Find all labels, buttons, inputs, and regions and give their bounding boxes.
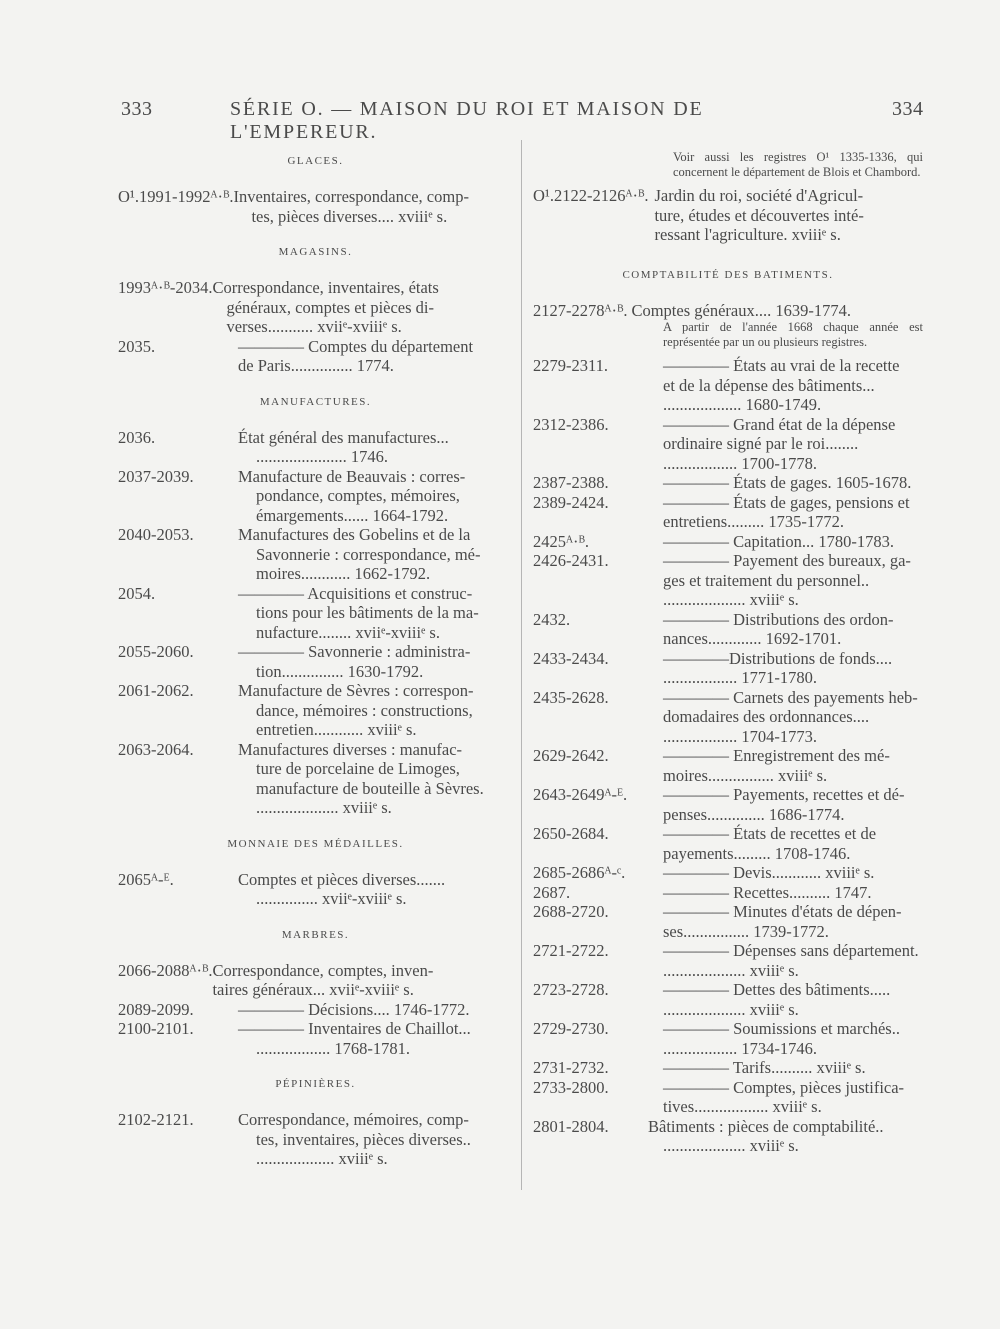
section-heading-manufactures: MANUFACTURES. — [259, 395, 372, 408]
list-item — [533, 473, 923, 493]
entry-text — [663, 356, 923, 415]
list-item — [118, 1000, 513, 1020]
entry-number: 2279-2311. — [533, 356, 609, 375]
entry-text — [238, 467, 513, 526]
entry-line: ———— États au vrai de la recette — [663, 356, 900, 375]
list-item — [118, 187, 513, 226]
entry-line: .................... xviiiᵉ s. — [663, 590, 799, 609]
left-column — [118, 150, 513, 1169]
entry-text — [238, 428, 513, 467]
entry-line: ———— Distributions des ordon- — [663, 609, 894, 629]
entry-line: ———— Acquisitions et construc- — [238, 583, 473, 603]
entry-line: Correspondance, comptes, inven- — [212, 960, 434, 980]
entry-text — [663, 1078, 923, 1117]
entry-line: ———— Carnets des payements heb- — [663, 687, 918, 707]
entry-line: ture, études et découvertes inté- — [654, 205, 864, 225]
list-item — [533, 1019, 923, 1058]
list-item — [533, 883, 923, 903]
section-heading-glaces: GLACES. — [287, 155, 344, 167]
entry-line: .................. 1734-1746. — [663, 1038, 817, 1058]
entry-line: ———— Dettes des bâtiments..... — [663, 980, 891, 999]
list-item — [118, 870, 513, 909]
entry-number: 2065ᴬ-ᴱ. — [118, 869, 174, 889]
list-item — [533, 941, 923, 980]
entry-text — [648, 1117, 923, 1156]
list-item — [118, 1110, 513, 1169]
section-heading-marbres: MARBRES. — [281, 928, 350, 941]
entry-line: ressant l'agriculture. xviiiᵉ s. — [654, 225, 841, 244]
list-item — [533, 415, 923, 474]
note-text: A partir de l'année 1668 chaque année est représentée par un ou plusieurs registres. — [663, 320, 923, 349]
list-item — [118, 337, 513, 376]
list-item — [118, 1019, 513, 1058]
entry-line: et de la dépense des bâtiments... — [663, 375, 875, 395]
entry-line: tes, inventaires, pièces diverses.. — [256, 1129, 471, 1149]
entry-text — [648, 186, 923, 245]
list-item — [118, 428, 513, 467]
entry-line: entretien............ xviiiᵉ s. — [256, 720, 417, 739]
entry-line: Correspondance, inventaires, états — [212, 278, 439, 297]
entry-text — [663, 415, 923, 474]
entry-line: ———— Soumissions et marchés.. — [663, 1019, 900, 1038]
entry-number: 2731-2732. — [533, 1058, 609, 1077]
entry-number: 2426-2431. — [533, 551, 609, 570]
section-heading-magasins: MAGASINS. — [278, 246, 353, 258]
list-item — [533, 649, 923, 688]
entry-text — [663, 649, 923, 688]
entry-line: émargements...... 1664-1792. — [256, 505, 449, 525]
entry-line: .................. 1771-1780. — [663, 668, 817, 687]
entry-text — [238, 1110, 513, 1169]
entry-line: ................... xviiiᵉ s. — [256, 1149, 388, 1168]
entry-line: dance, mémoires : constructions, — [256, 700, 473, 720]
entry-line: Savonnerie : correspondance, mé- — [256, 544, 481, 564]
entry-number: 2040-2053. — [118, 525, 194, 544]
entry-line: domadaires des ordonnances.... — [663, 707, 870, 726]
list-item — [533, 785, 923, 824]
entry-line: Manufacture de Sèvres : correspon- — [238, 681, 474, 700]
entry-line: moires............ 1662-1792. — [256, 564, 431, 583]
list-item — [533, 746, 923, 785]
entry-line: tion............... 1630-1792. — [256, 661, 424, 681]
list-item — [533, 301, 923, 321]
entry-number: 2054. — [118, 583, 156, 603]
entry-line: ———— Comptes, pièces justifica- — [663, 1077, 905, 1097]
entry-text: ———— Devis............ xviiiᵉ s. — [663, 863, 875, 882]
list-item — [533, 551, 923, 610]
entry-number: 2433-2434. — [533, 648, 609, 668]
entry-number: 2100-2101. — [118, 1019, 194, 1038]
entry-text — [238, 337, 513, 376]
entry-number: 2435-2628. — [533, 687, 609, 707]
entry-line: Correspondance, mémoires, comp- — [238, 1110, 469, 1129]
entry-number: O¹.1991-1992ᴬ·ᴮ. — [118, 187, 234, 206]
entry-line: manufacture de bouteille à Sèvres. — [256, 778, 484, 798]
list-item — [533, 1078, 923, 1117]
list-item — [118, 278, 513, 337]
entry-line: ———— Savonnerie : administra- — [238, 642, 471, 661]
entry-line: .................. 1704-1773. — [663, 726, 817, 746]
entry-line: nances............. 1692-1701. — [663, 629, 842, 648]
entry-text — [663, 610, 923, 649]
page-header — [0, 98, 1000, 143]
list-item — [533, 688, 923, 747]
list-item — [118, 584, 513, 643]
entry-text — [238, 584, 513, 643]
section-heading-comptabilite: COMPTABILITÉ DES BATIMENTS. — [622, 268, 834, 281]
entry-number: 2685-2686ᴬ-ᶜ. — [533, 863, 626, 882]
entry-number: O¹.2122-2126ᴬ·ᴮ. — [533, 186, 649, 205]
entry-line: ................... 1680-1749. — [663, 395, 822, 414]
note-text: Voir aussi les registres O¹ 1335-1336, qui concernent le département de Blois et Chambord. — [673, 150, 923, 179]
section-heading-monnaie: MONNAIE DES MÉDAILLES. — [227, 837, 404, 850]
entry-number: 2729-2730. — [533, 1019, 609, 1038]
entry-number: 2035. — [118, 336, 156, 356]
list-item — [533, 863, 923, 883]
entry-number: 2687. — [533, 882, 571, 902]
entry-text — [238, 642, 513, 681]
list-item — [118, 642, 513, 681]
list-item — [533, 493, 923, 532]
entry-number: 2036. — [118, 427, 156, 447]
entry-line: ture de porcelaine de Limoges, — [256, 759, 460, 778]
entry-number: 2102-2121. — [118, 1110, 194, 1129]
entry-text — [663, 902, 923, 941]
list-item — [533, 1117, 923, 1156]
entry-line: .................... xviiiᵉ s. — [663, 960, 799, 980]
entry-line: .................... xviiiᵉ s. — [256, 798, 392, 817]
entry-text: ———— Recettes.......... 1747. — [663, 882, 872, 902]
entry-number: 2061-2062. — [118, 681, 194, 700]
entry-number: 2801-2804. — [533, 1116, 609, 1136]
entry-text — [212, 278, 513, 337]
entry-text — [663, 785, 923, 824]
entry-line: ———— Comptes du département — [238, 336, 474, 356]
entry-text: ———— Capitation... 1780-1783. — [663, 531, 894, 551]
entry-text — [212, 961, 513, 1000]
entry-number: 2650-2684. — [533, 824, 609, 843]
entry-line: tions pour les bâtiments de la ma- — [256, 603, 479, 622]
entry-line: payements......... 1708-1746. — [663, 843, 851, 863]
entry-line: Inventaires, correspondance, comp- — [233, 187, 469, 206]
entry-line: Bâtiments : pièces de comptabilité.. — [648, 1116, 884, 1136]
entry-line: Comptes et pièces diverses....... — [238, 869, 446, 889]
entry-line: ———— Payements, recettes et dé- — [663, 785, 905, 804]
entry-text — [663, 941, 923, 980]
entry-number: 2063-2064. — [118, 739, 194, 759]
entry-text: Comptes généraux.... 1639-1774. — [631, 300, 851, 320]
entry-line: taires généraux... xviiᵉ-xviiiᵉ s. — [212, 980, 414, 999]
entry-line: Manufactures diverses : manufac- — [238, 739, 463, 759]
entry-line: État général des manufactures... — [238, 427, 449, 447]
entry-text — [663, 746, 923, 785]
entry-line: de Paris............... 1774. — [238, 356, 394, 375]
entry-number: 2688-2720. — [533, 902, 609, 921]
entry-line: ———— Inventaires de Chaillot... — [238, 1019, 471, 1038]
entry-line: entretiens......... 1735-1772. — [663, 512, 845, 531]
list-item — [118, 467, 513, 526]
entry-number: 2387-2388. — [533, 473, 609, 492]
entry-text — [663, 493, 923, 532]
entry-text: ———— États de gages. 1605-1678. — [663, 473, 912, 492]
entry-text — [238, 1019, 513, 1058]
entry-number: 2127-2278ᴬ·ᴮ. — [533, 300, 628, 320]
right-column — [533, 150, 923, 1156]
list-item — [533, 186, 923, 245]
entry-line: .................. 1700-1778. — [663, 453, 817, 473]
entry-text: ———— Tarifs.......... xviiiᵉ s. — [663, 1058, 866, 1077]
entry-number: 2432. — [533, 609, 571, 629]
entry-number: 2723-2728. — [533, 980, 609, 999]
entry-text — [238, 1000, 513, 1020]
entry-line: ............... xviiᵉ-xviiiᵉ s. — [256, 889, 407, 908]
entry-number: 2066-2088ᴬ·ᴮ. — [118, 960, 213, 980]
entry-line: ges et traitement du personnel.. — [663, 570, 870, 590]
entry-text — [238, 525, 513, 584]
list-item — [533, 980, 923, 1019]
entry-number: 2425ᴬ·ᴮ. — [533, 531, 589, 551]
entry-line: ———— Grand état de la dépense — [663, 414, 896, 434]
entry-line: ———— Minutes d'états de dépen- — [663, 902, 902, 921]
entry-line: penses.............. 1686-1774. — [663, 804, 845, 824]
page-title: SÉRIE O. — MAISON DU ROI ET MAISON DE L'EMPEREUR. — [230, 98, 704, 143]
entry-number: 2721-2722. — [533, 941, 609, 960]
entry-line: nufacture........ xviiᵉ-xviiiᵉ s. — [256, 622, 440, 642]
entry-text — [663, 688, 923, 747]
entry-line: tes, pièces diverses.... xviiiᵉ s. — [251, 206, 448, 226]
entry-line: ses................ 1739-1772. — [663, 921, 829, 941]
entry-line: ———— Payement des bureaux, ga- — [663, 551, 911, 570]
entry-line: .................... xviiiᵉ s. — [663, 1136, 799, 1155]
entry-text — [238, 681, 513, 740]
entry-text — [238, 740, 513, 818]
entry-line: ————Distributions de fonds.... — [663, 648, 893, 668]
entry-text — [663, 980, 923, 1019]
entry-line: Jardin du roi, société d'Agricul- — [654, 186, 864, 205]
entry-line: .................... xviiiᵉ s. — [663, 999, 799, 1019]
list-item — [533, 610, 923, 649]
entry-number: 2733-2800. — [533, 1077, 609, 1097]
list-item — [118, 740, 513, 818]
list-item — [533, 1058, 923, 1078]
entry-number: 2389-2424. — [533, 492, 609, 512]
entry-number: 2037-2039. — [118, 466, 194, 486]
entry-line: ———— Enregistrement des mé- — [663, 746, 890, 765]
entry-number: 2312-2386. — [533, 414, 609, 434]
entry-line: Manufactures des Gobelins et de la — [238, 525, 471, 544]
list-item — [533, 902, 923, 941]
entry-line: ———— Dépenses sans département. — [663, 941, 919, 960]
entry-number: 2089-2099. — [118, 999, 194, 1019]
section-heading-pepinieres: PÉPINIÈRES. — [275, 1078, 356, 1090]
entry-line: verses........... xviiᵉ-xviiiᵉ s. — [226, 317, 402, 336]
entry-line: ...................... 1746. — [256, 447, 388, 466]
entry-line: tives.................. xviiiᵉ s. — [663, 1097, 822, 1116]
entry-text — [233, 187, 513, 226]
entry-line: ———— Décisions.... 1746-1772. — [238, 999, 470, 1019]
list-item — [118, 961, 513, 1000]
column-divider — [521, 140, 522, 1190]
list-item — [118, 525, 513, 584]
page-number-left: 333 — [121, 98, 153, 120]
entry-text — [663, 824, 923, 863]
entry-line: .................. 1768-1781. — [256, 1038, 410, 1058]
entry-line: généraux, comptes et pièces di- — [226, 297, 435, 317]
list-item — [118, 681, 513, 740]
list-item — [533, 824, 923, 863]
page-number-right: 334 — [892, 98, 924, 120]
entry-number: 1993ᴬ·ᴮ-2034. — [118, 278, 213, 297]
entry-line: moires................ xviiiᵉ s. — [663, 765, 828, 785]
list-item — [533, 356, 923, 415]
entry-text — [238, 870, 513, 909]
entry-text — [663, 551, 923, 610]
entry-line: ———— États de recettes et de — [663, 824, 877, 843]
entry-line: ordinaire signé par le roi........ — [663, 434, 859, 453]
list-item — [533, 532, 923, 552]
entry-line: pondance, comptes, mémoires, — [256, 486, 460, 505]
entry-number: 2629-2642. — [533, 746, 609, 765]
entry-number: 2643-2649ᴬ-ᴱ. — [533, 785, 628, 804]
entry-line: ———— États de gages, pensions et — [663, 492, 910, 512]
entry-line: Manufacture de Beauvais : corres- — [238, 466, 466, 486]
entry-number: 2055-2060. — [118, 642, 194, 661]
entry-text — [663, 1019, 923, 1058]
